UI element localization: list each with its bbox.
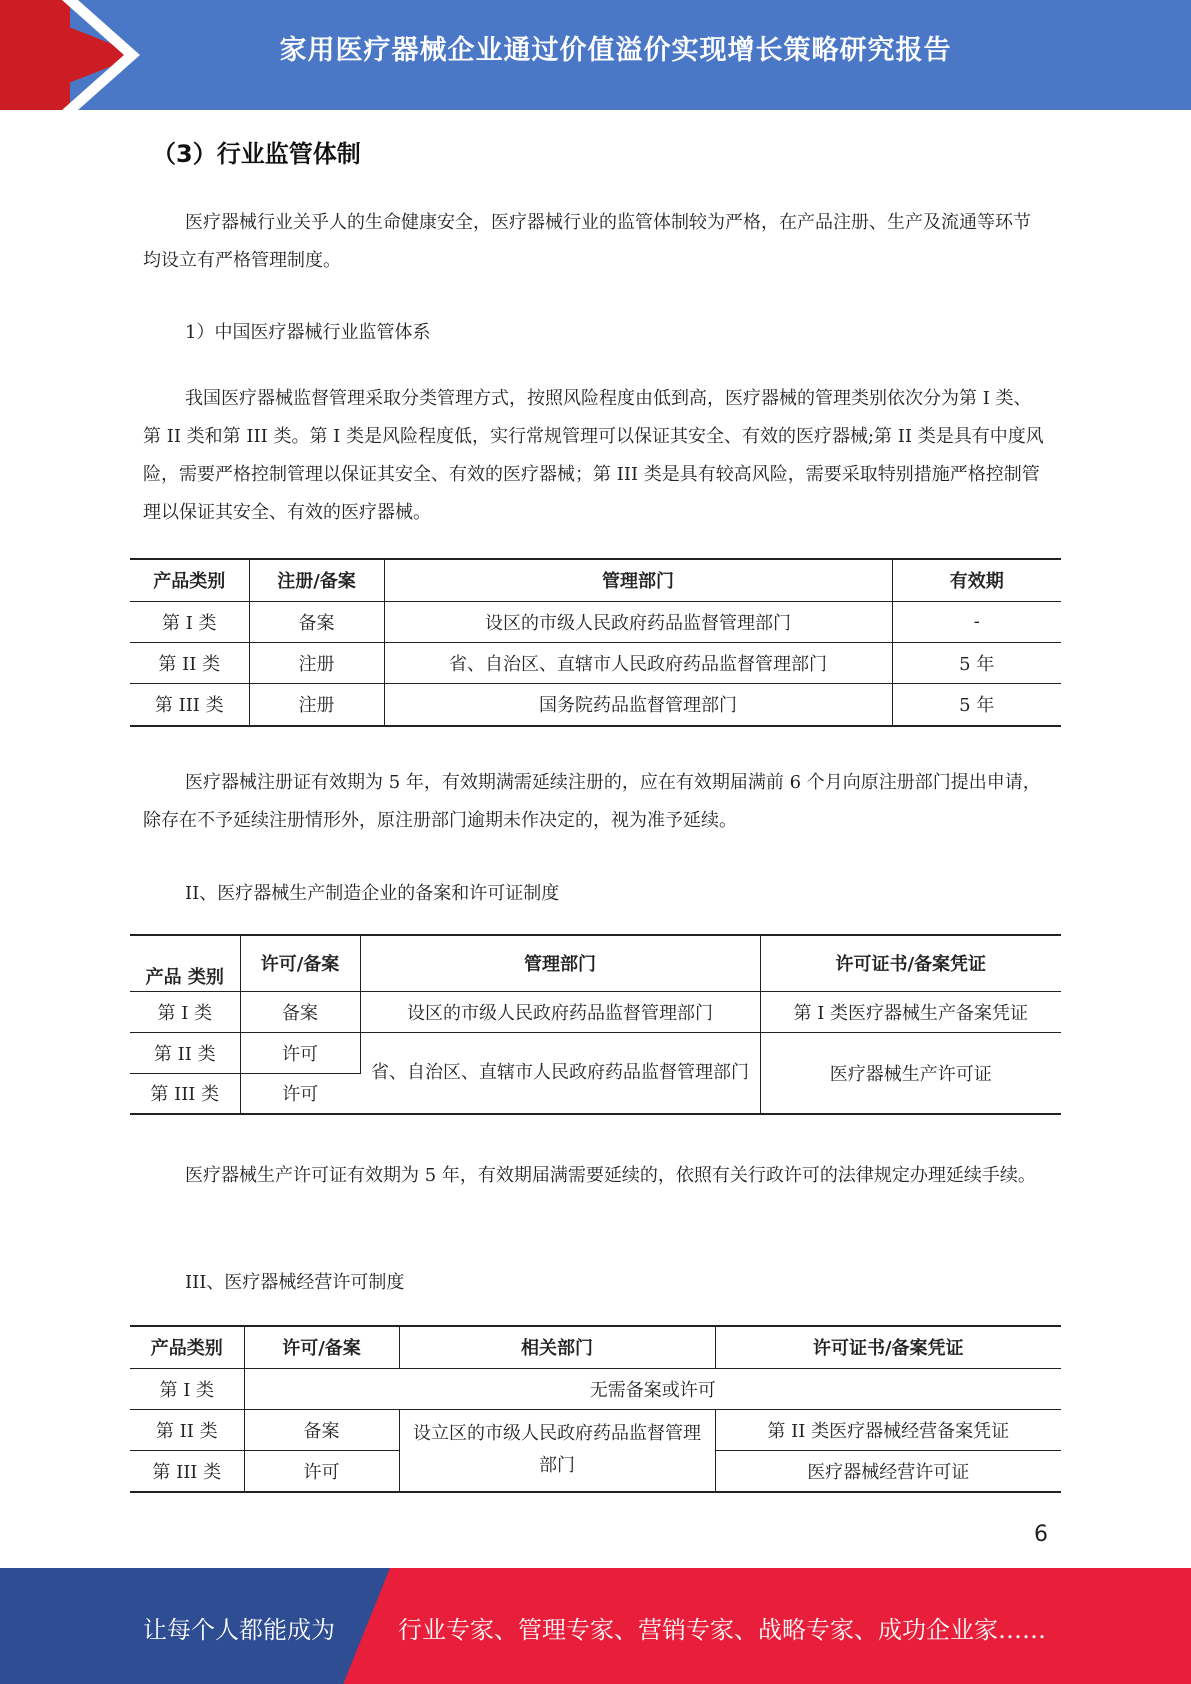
table-header-row: [130, 559, 1061, 601]
table-cell: 省、自治区、直辖市人民政府药品监督管理部门: [384, 642, 892, 683]
table-cell: 5 年: [892, 642, 1061, 683]
table-cell: 注册: [249, 642, 384, 683]
footer-slogan-left: 让每个人都能成为: [143, 1616, 335, 1644]
table-header-cell: 注册/备案: [249, 559, 384, 601]
paragraph-intro: 医疗器械行业关乎人的生命健康安全，医疗器械行业的监管体制较为严格，在产品注册、生产及流通等环节均设立有严格管理制度。: [143, 212, 1031, 271]
table-header-cell: 许可证书/备案凭证: [715, 1326, 1061, 1368]
table-header-cell: 管理部门: [360, 935, 760, 991]
table-cell: 第 III 类: [130, 683, 249, 726]
table-cell: -: [892, 601, 1061, 642]
table-cell: 第 I 类医疗器械生产备案凭证: [760, 991, 1061, 1032]
table-cell: 备案: [240, 991, 360, 1032]
table-cell: 第 III 类: [130, 1073, 240, 1114]
table-header-cell: 相关部门: [399, 1326, 715, 1368]
table-cell: 设区的市级人民政府药品监督管理部门: [360, 991, 760, 1032]
table-cell: 注册: [249, 683, 384, 726]
subheading-operation-license: III、医疗器械经营许可制度: [185, 1272, 405, 1293]
table-header-cell: 管理部门: [384, 559, 892, 601]
table-cell: 5 年: [892, 683, 1061, 726]
table-header-cell: 许可/备案: [240, 935, 360, 991]
table-header-cell: 产品类别: [130, 1326, 244, 1368]
page-number: 6: [1034, 1522, 1048, 1547]
table-cell: 省、自治区、直辖市人民政府药品监督管理部门: [360, 1032, 760, 1114]
table-header-cell: 有效期: [892, 559, 1061, 601]
table-cell: 许可: [240, 1032, 360, 1073]
subheading-supervision-system: 1）中国医疗器械行业监管体系: [185, 322, 431, 343]
table-header-cell: 产品类别: [130, 559, 249, 601]
table-header-cell: 许可证书/备案凭证: [760, 935, 1061, 991]
table-cell: 第 I 类: [130, 601, 249, 642]
report-title: 家用医疗器械企业通过价值溢价实现增长策略研究报告: [279, 35, 952, 66]
table-cell: 无需备案或许可: [244, 1368, 1061, 1409]
header-chevron-icon: [62, 0, 152, 110]
table-cell: 设区的市级人民政府药品监督管理部门: [384, 601, 892, 642]
table-cell: 第 I 类: [130, 1368, 244, 1409]
subheading-production-license: II、医疗器械生产制造企业的备案和许可证制度: [185, 883, 560, 904]
table-row: [130, 1368, 1061, 1409]
table-cell: 第 II 类: [130, 642, 249, 683]
table-header-cell: 产品 类别: [130, 935, 240, 991]
table-row: [130, 1032, 1061, 1073]
table-header-cell: 许可/备案: [244, 1326, 399, 1368]
footer-banner: [0, 1568, 1191, 1684]
table-cell: 第 I 类: [130, 991, 240, 1032]
header-banner: [0, 0, 1191, 110]
production-license-table: [130, 934, 1061, 1115]
table-cell: 国务院药品监督管理部门: [384, 683, 892, 726]
table-cell: 许可: [240, 1073, 360, 1114]
table-row: [130, 991, 1061, 1032]
table-header-row: [130, 1326, 1061, 1368]
table-cell: 第 II 类: [130, 1032, 240, 1073]
section-title: （3）行业监管体制: [152, 140, 361, 168]
table-row: [130, 601, 1061, 642]
table-row: [130, 683, 1061, 726]
table-cell: 设立区的市级人民政府药品监督管理部门: [399, 1409, 715, 1492]
registration-table: [130, 558, 1061, 727]
table-cell: 备案: [244, 1409, 399, 1450]
table-header-row: [130, 935, 1061, 991]
paragraph-production-validity: 医疗器械生产许可证有效期为 5 年，有效期届满需要延续的，依照有关行政许可的法律规定办理延续手续。: [185, 1165, 1036, 1186]
table-row: [130, 1409, 1061, 1450]
paragraph-registration-validity: 医疗器械注册证有效期为 5 年，有效期满需延续注册的，应在有效期届满前 6 个月向原注册部门提出申请，除存在不予延续注册情形外，原注册部门逾期未作决定的，视为准予延续。: [143, 772, 1041, 831]
table-cell: 第 II 类医疗器械经营备案凭证: [715, 1409, 1061, 1450]
table-cell: 医疗器械生产许可证: [760, 1032, 1061, 1114]
table-cell: 备案: [249, 601, 384, 642]
table-cell: 第 II 类: [130, 1409, 244, 1450]
footer-slogan-right: 行业专家、管理专家、营销专家、战略专家、成功企业家……: [398, 1616, 1046, 1644]
table-row: [130, 642, 1061, 683]
paragraph-classification: 我国医疗器械监督管理采取分类管理方式，按照风险程度由低到高，医疗器械的管理类别依次分为第 I 类、第 II 类和第 III 类。第 I 类是风险程度低，实行常规管理可以保证其安全、有效的医疗器械;第 II 类是具有中度风险，需要严格控制管理以保证其安全、有效的医疗器械；第 III 类是具有较高风险，需要采取特别措施严格控制管理以保证其安全、有效的医疗器械。: [143, 388, 1044, 523]
operation-license-table: [130, 1325, 1061, 1493]
table-cell: 医疗器械经营许可证: [715, 1450, 1061, 1492]
table-cell: 第 III 类: [130, 1450, 244, 1492]
table-cell: 许可: [244, 1450, 399, 1492]
